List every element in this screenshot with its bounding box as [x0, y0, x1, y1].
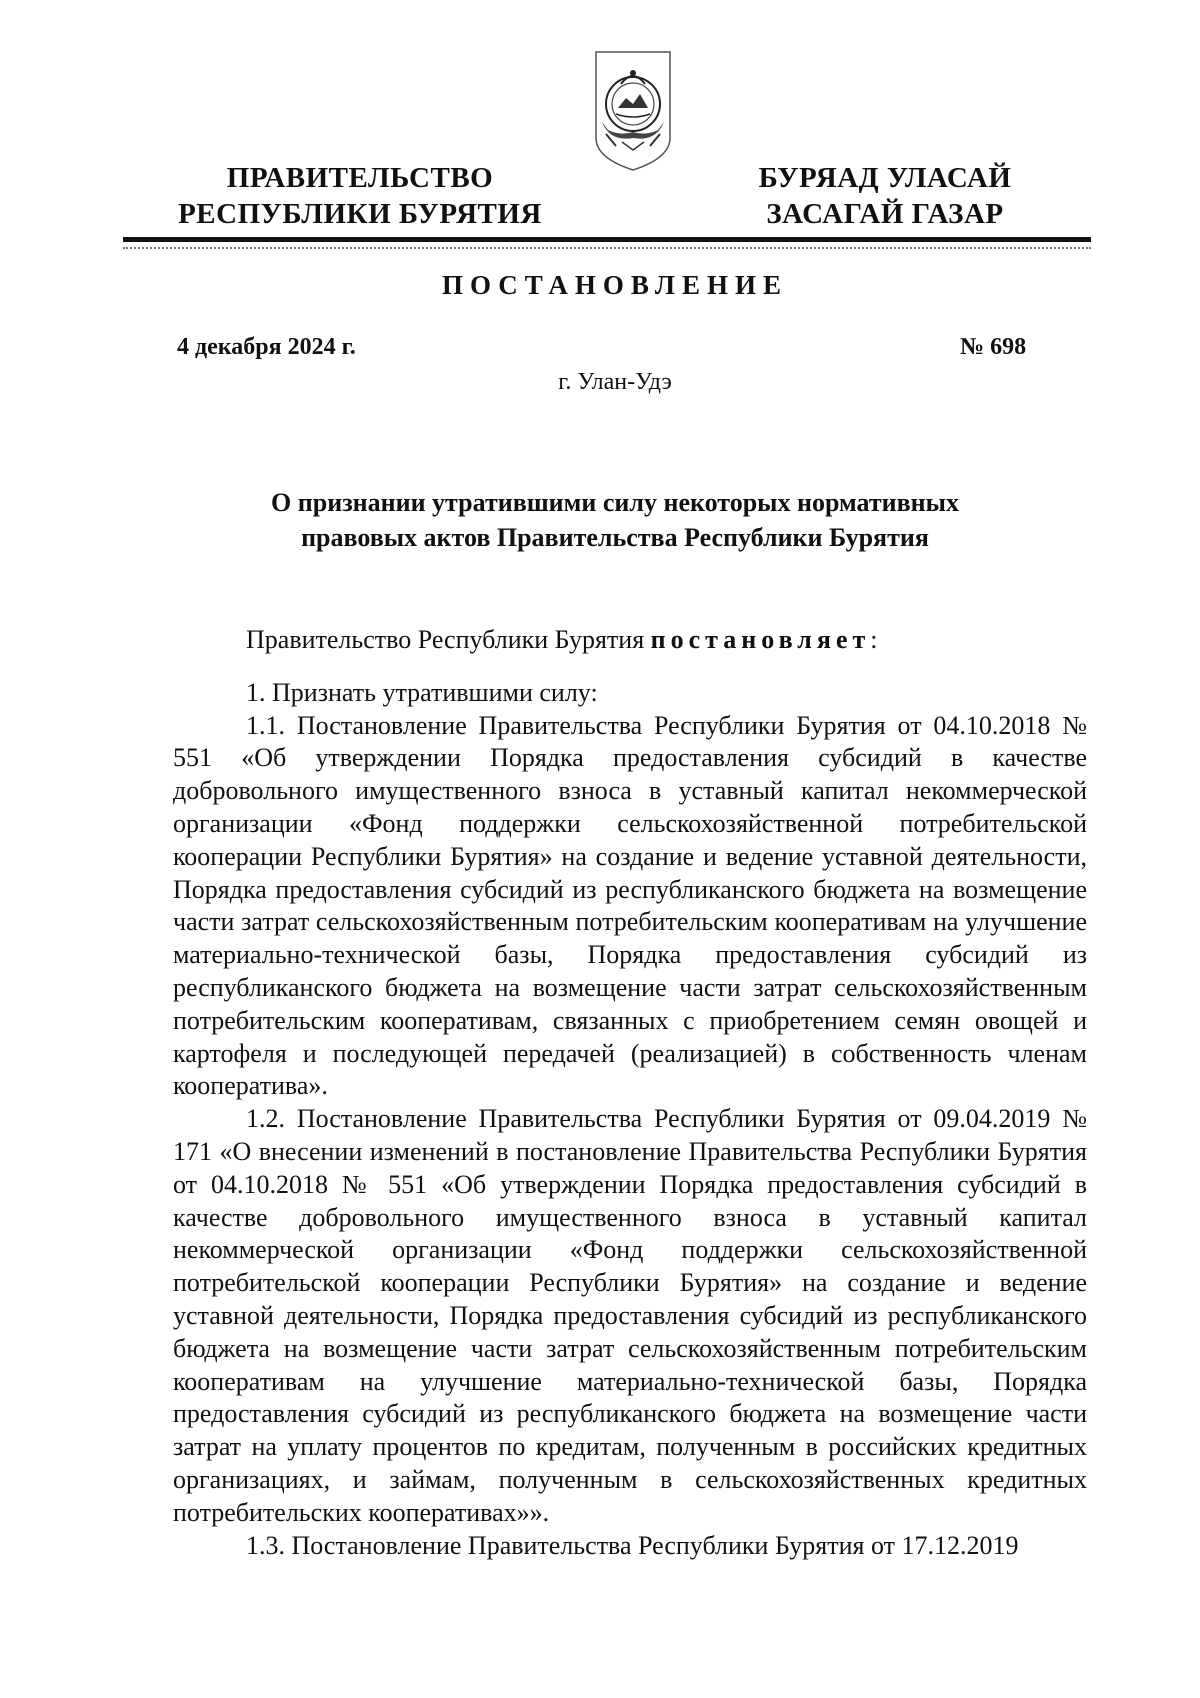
document-title: [170, 485, 1060, 555]
issuer-bur-line2: ЗАСАГАЙ ГАЗАР: [766, 198, 1004, 230]
coat-of-arms-emblem: [588, 46, 678, 176]
header-rule-thick: [123, 237, 1091, 242]
document-date: 4 декабря 2024 г.: [177, 334, 356, 360]
title-line1: О признании утратившими силу некоторых нормативных: [271, 488, 959, 517]
issuer-bur-line1: БУРЯАД УЛАСАЙ: [758, 162, 1012, 194]
preamble: [173, 624, 1087, 657]
issuer-name-russian: [170, 160, 550, 232]
paragraph-item-1-3: 1.3. Постановление Правительства Республики Бурятия от 17.12.2019: [246, 1530, 1019, 1560]
issuer-ru-line2: РЕСПУБЛИКИ БУРЯТИЯ: [178, 198, 542, 230]
title-line2: правовых актов Правительства Республики Бурятия: [301, 523, 929, 552]
preamble-decree-word: постановляет: [650, 625, 871, 654]
paragraph-item-1: 1. Признать утратившими силу:: [246, 677, 598, 707]
preamble-prefix: Правительство Республики Бурятия: [246, 625, 651, 654]
document-body: [173, 624, 1087, 1562]
document-city: г. Улан-Удэ: [558, 369, 672, 395]
document-type: ПОСТАНОВЛЕНИЕ: [441, 270, 789, 300]
preamble-suffix: :: [870, 625, 878, 654]
paragraph-item-1-2: 1.2. Постановление Правительства Республики Бурятия от 09.04.2019 № 171 «О внесении изменений в постановление Правительства Республики Бурятия от 04.10.2018 № 551 «Об утверждении Порядка предоставления субсидий в качестве добровольного имущественного взноса в уставный капитал некоммерческой организации «Фонд поддержки сельскохозяйственной потребительской кооперации Республики Бурятия» на создание и ведение уставной деятельности, Порядка предоставления субсидий из республиканского бюджета на возмещение части затрат сельскохозяйственным потребительским кооперативам на улучшение материально-технической базы, Порядка предоставления субсидий из республиканского бюджета на возмещение части затрат на уплату процентов по кредитам, полученным в российских кредитных организациях, и займам, полученным в сельскохозяйственных кредитных потребительских кооперативах»».: [173, 1104, 1087, 1527]
document-number: № 698: [960, 334, 1027, 360]
paragraph-item-1-1: 1.1. Постановление Правительства Республики Бурятия от 04.10.2018 № 551 «Об утверждении Порядка предоставления субсидий в качестве добровольного имущественного взноса в уставный капитал некоммерческой организации «Фонд поддержки сельскохозяйственной потребительской кооперации Республики Бурятия» на создание и ведение уставной деятельности, Порядка предоставления субсидий из республиканского бюджета на возмещение части затрат сельскохозяйственным потребительским кооперативам на улучшение материально-технической базы, Порядка предоставления субсидий из республиканского бюджета на возмещение части затрат сельскохозяйственным потребительским кооперативам, связанных с приобретением семян овощей и картофеля и последующей передачей (реализацией) в собственность членам кооператива».: [173, 710, 1087, 1101]
header-rule-thin: [123, 247, 1091, 249]
issuer-name-buryat: [735, 160, 1035, 232]
issuer-ru-line1: ПРАВИТЕЛЬСТВО: [226, 162, 494, 194]
